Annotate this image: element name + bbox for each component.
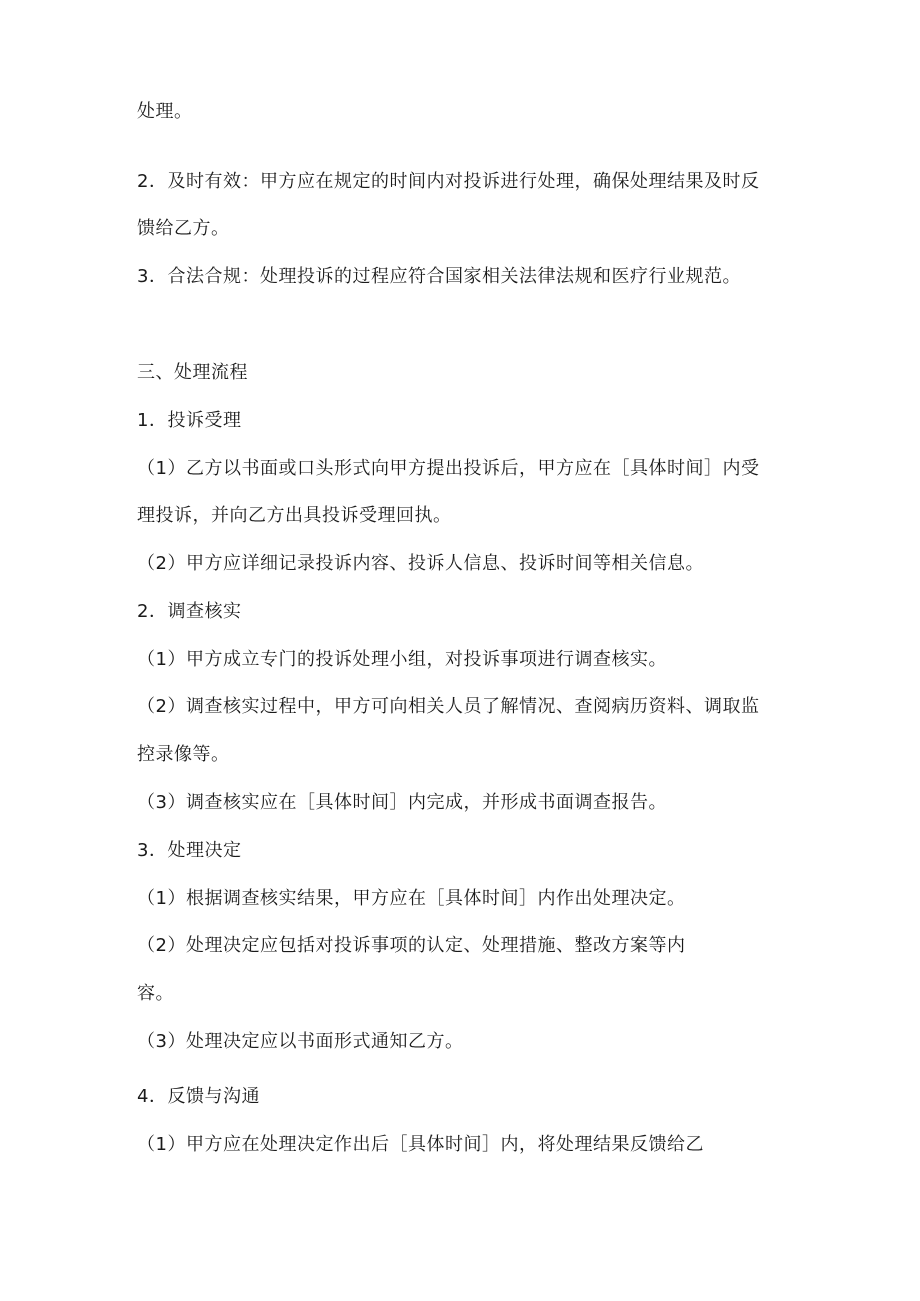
subsection-heading: 2．调查核实 bbox=[137, 601, 242, 622]
text-line: （2）甲方应详细记录投诉内容、投诉人信息、投诉时间等相关信息。 bbox=[137, 553, 704, 574]
text-line: 容。 bbox=[137, 983, 174, 1004]
text-line: （2）调查核实过程中，甲方可向相关人员了解情况、查阅病历资料、调取监 bbox=[137, 696, 760, 717]
text-line: （1）甲方应在处理决定作出后［具体时间］内，将处理结果反馈给乙 bbox=[137, 1134, 704, 1155]
text-line: 3．合法合规：处理投诉的过程应符合国家相关法律法规和医疗行业规范。 bbox=[137, 266, 741, 287]
text-line: 控录像等。 bbox=[137, 744, 230, 765]
text-line: （3）处理决定应以书面形式通知乙方。 bbox=[137, 1031, 464, 1052]
section-heading: 三、处理流程 bbox=[137, 362, 248, 383]
text-line: （1）甲方成立专门的投诉处理小组，对投诉事项进行调查核实。 bbox=[137, 649, 667, 670]
text-line: 处理。 bbox=[137, 101, 193, 122]
text-line: （2）处理决定应包括对投诉事项的认定、处理措施、整改方案等内 bbox=[137, 935, 686, 956]
subsection-heading: 4．反馈与沟通 bbox=[137, 1086, 260, 1107]
text-line: （1）乙方以书面或口头形式向甲方提出投诉后，甲方应在［具体时间］内受 bbox=[137, 458, 760, 479]
text-line: 理投诉，并向乙方出具投诉受理回执。 bbox=[137, 505, 452, 526]
text-line: 2．及时有效：甲方应在规定的时间内对投诉进行处理，确保处理结果及时反 bbox=[137, 171, 760, 192]
subsection-heading: 3．处理决定 bbox=[137, 840, 242, 861]
text-line: （3）调查核实应在［具体时间］内完成，并形成书面调查报告。 bbox=[137, 792, 667, 813]
subsection-heading: 1．投诉受理 bbox=[137, 410, 242, 431]
text-line: （1）根据调查核实结果，甲方应在［具体时间］内作出处理决定。 bbox=[137, 888, 686, 909]
text-line: 馈给乙方。 bbox=[137, 218, 230, 239]
